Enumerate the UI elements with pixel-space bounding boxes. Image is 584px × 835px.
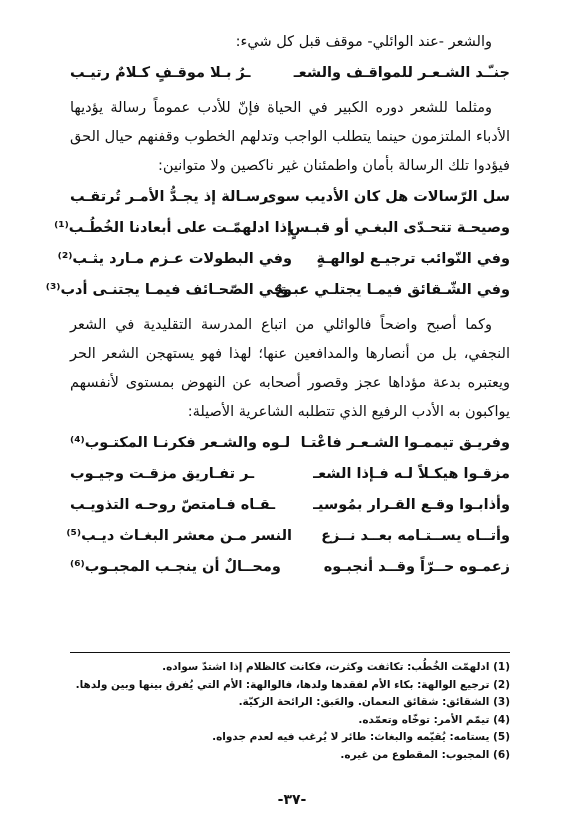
verse-hemistich-second: رسـالة إذ يجـدُّ الأمـر تُرتقـب	[70, 188, 269, 205]
verse-row	[54, 212, 510, 243]
footnote: (3) الشقائق: شقائق النعمان. والعَبق: الرائحة الزكيّة.	[238, 696, 510, 708]
verse-hemistich-second: ومحــالٌ أن ينجـب المجبـوب⁽⁶⁾	[70, 558, 281, 575]
verse-row	[70, 181, 510, 212]
footnote: (2) ترجيع الوالهة: بكاء الأم لفقدها ولدها، فالوالهة: الأم التي يُفرق بينها وبين ولدها.	[75, 678, 510, 691]
verse-hemistich-second: ـقـاه فـامتصّ روحـه التذويـب	[70, 496, 276, 513]
verse-row	[57, 243, 510, 274]
verse-row	[70, 458, 510, 489]
verse-hemistich-first: وفريـق تيممـوا الشـعـر فاعْتـا	[300, 434, 510, 451]
verse-row	[45, 274, 510, 305]
footnotes	[70, 652, 510, 764]
verse-hemistich-first: وفي النّوائب ترجيـع لوالهـةٍ	[316, 250, 510, 267]
paragraph-1-line-1: ومثلما للشعر دوره الكبير في الحياة فإنّ للأدب عموماً رسالة يؤديها	[70, 100, 492, 116]
paragraph-1-line-2: الأدباء الملتزمون حينما يتطلب الواجب وتدلهم الخطوب وقفنهم حيال الحق	[70, 129, 510, 145]
verse-hemistich-second: وفي البطولات عـزم مـارد يثـب⁽²⁾	[57, 250, 292, 267]
verse-hemistich-second: النسر مـن معشر البغـاث ديـب⁽⁵⁾	[66, 527, 292, 544]
verse-hemistich-second: لـوه والشـعر فكرنـا المكتـوب⁽⁴⁾	[70, 434, 291, 451]
verse-hemistich-first: زعمـوه حــرّاً وقــد أنجبـوه	[323, 558, 510, 575]
verse-row	[66, 520, 510, 551]
verse-hemistich-first: جنـّـد الشـعـر للمواقـف والشعـ	[293, 64, 510, 81]
paragraph-2-line-3: ويعتبره بدعة مؤداها عجز وقصور أصحابه عن النهوض بمستوى لأنفسهم	[70, 375, 510, 391]
verse-hemistich-first: وفي الشّـقائق فيمـا يجتلـي عبـقٌ	[275, 281, 510, 298]
paragraph-2-line-1: وكما أصبح واضحاً فالوائلي من اتباع المدرسة التقليدية في الشعر	[70, 317, 492, 333]
paragraph-1-line-3: فيؤدوا تلك الرسالة بأمان واطمئنان غير ناكصين ولا متوانين:	[157, 158, 510, 174]
verse-row	[70, 427, 510, 458]
paragraph-2-line-2: النجفي، بل من أنصارها والمدافعين عنها؛ لهذا فهو يستهجن الشعر الحر	[70, 346, 510, 362]
verse-hemistich-first: سل الرّسالات هل كان الأديب سوى	[263, 188, 510, 205]
footnote: (1) ادلهمّت الخُطُب: تكاثفت وكثرت، فكانت كالظلام إذا اشتدّ سواده.	[162, 661, 510, 673]
paragraph-2-line-4: يواكبون به الأدب الرفيع الذي تتطلبه الشاعرية الأصيلة:	[187, 404, 510, 420]
verse-hemistich-second: وفي الصّحـائف فيمـا يجتنـى أدب⁽³⁾	[45, 281, 292, 298]
verse-row	[70, 489, 510, 520]
footnote: (5) يستامه: يُقيّمه والبغاث: طائر لا يُرغب فيه لعدم جدواه.	[212, 731, 510, 743]
verse-hemistich-first: وأتــاه يســتـامه بعــد نــزع	[321, 527, 510, 544]
verse-hemistich-second: ـرُ بـلا موقـفٍ كـلامٌ رتيـب	[70, 64, 251, 81]
footnote: (6) المجبوب: المقطوع من غيره.	[340, 748, 510, 761]
verse-hemistich-second: إذا ادلهمّـت على أبعادنا الخُطُـب⁽¹⁾	[54, 219, 292, 236]
verse-row	[70, 551, 510, 582]
page-number: -٣٧-	[277, 792, 307, 808]
footnote: (4) تيمّم الأمر: توخّاه وتعمّده.	[358, 713, 510, 726]
verse-intro	[70, 57, 510, 88]
verse-hemistich-second: ـر تفـاريق مزقـت وجيـوب	[70, 465, 255, 482]
verse-hemistich-first: وأذابـوا وقـع القـرار بمُوسيـ	[313, 496, 510, 513]
verse-hemistich-first: مزقـوا هيكـلاً لـه فـإذا الشعـ	[313, 465, 510, 482]
intro-line: والشعر -عند الوائلي- موقف قبل كل شيء:	[235, 34, 492, 50]
verse-hemistich-first: وصيحـة تتحـدّى البغـي أو قبـسٍ	[289, 219, 510, 236]
